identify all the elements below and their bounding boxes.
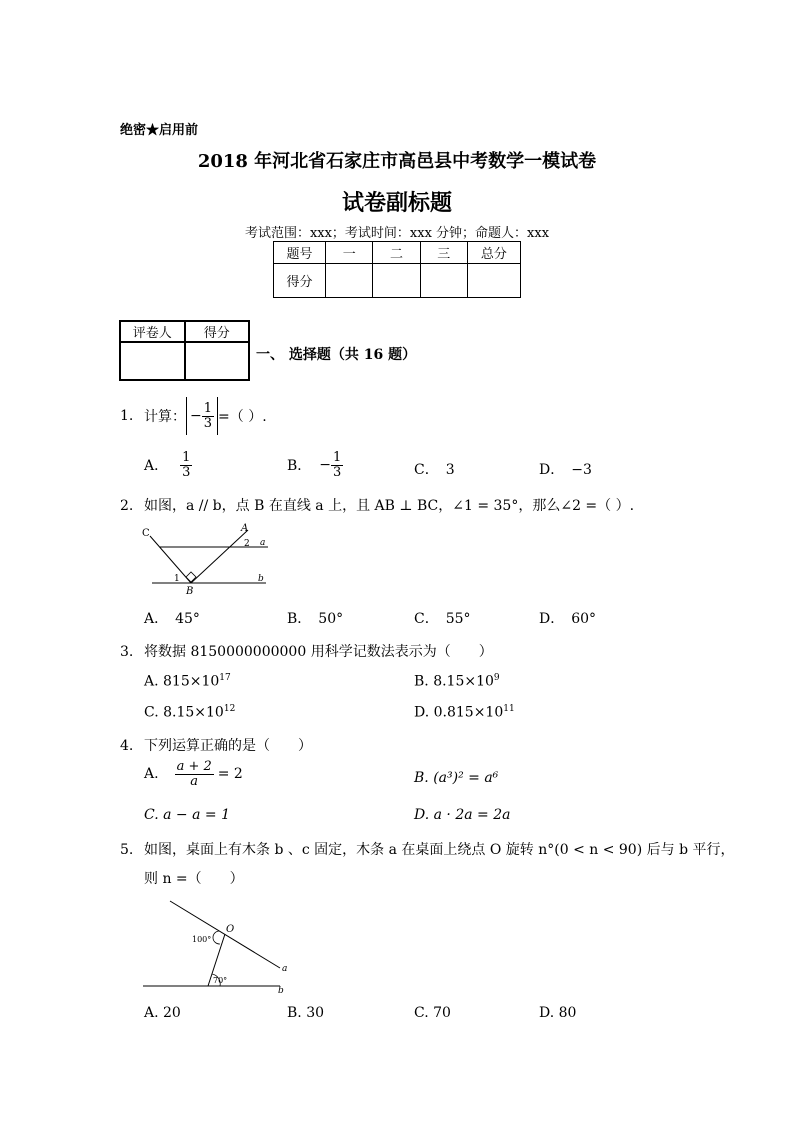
label-angle-70: 70° — [213, 976, 228, 985]
question-number: 2. — [120, 498, 134, 514]
label-c: C — [142, 528, 150, 539]
question-5-line2: 则 n =（ ） — [144, 871, 244, 887]
score-header: 题号 — [274, 242, 326, 264]
question-prefix: 计算： — [144, 409, 186, 425]
option-d[interactable]: D. 80 — [539, 1005, 577, 1021]
option-a[interactable] — [144, 760, 243, 788]
option-c[interactable]: C. a − a = 1 — [144, 807, 230, 823]
option-a[interactable]: A. 20 — [144, 1005, 181, 1021]
option-b[interactable]: B. (a³)² = a⁶ — [414, 770, 499, 786]
question-number: 3. — [120, 644, 134, 660]
parallel-lines-figure — [138, 522, 278, 598]
confidential-mark: 绝密★启用前 — [120, 123, 199, 138]
label-stick-b: b — [278, 986, 284, 996]
minus-sign: − — [319, 457, 332, 474]
question-text: 如图，a // b，点 B 在直线 a 上，且 AB ⊥ BC，∠1 = 35°，那么∠2 =（ ）. — [144, 498, 635, 514]
score-row-label: 得分 — [274, 264, 326, 298]
grader-cell[interactable] — [120, 342, 185, 380]
label-angle-1: 1 — [174, 574, 180, 584]
label-line-b: b — [258, 574, 264, 584]
fraction: $\frac{a + 2}{a}$ — [176, 759, 212, 789]
grader-header: 评卷人 — [120, 321, 185, 342]
option-label: B． — [287, 458, 312, 475]
equation-rhs: = 2 — [217, 766, 243, 783]
question-3 — [120, 641, 493, 661]
question-number: 5. — [120, 842, 134, 858]
score-table — [273, 241, 521, 298]
label-point-o: O — [226, 924, 235, 935]
fraction: $\frac{1}{3}$ — [203, 400, 213, 431]
score-header: 二 — [373, 242, 420, 264]
option-d[interactable]: D． −3 — [539, 462, 592, 478]
score-cell[interactable] — [420, 264, 467, 298]
grader-table — [119, 320, 250, 381]
question-text: 下列运算正确的是（ ） — [144, 738, 312, 754]
question-2 — [120, 495, 634, 515]
rotating-stick-figure — [140, 894, 300, 996]
option-b[interactable]: B． 50° — [287, 611, 344, 627]
label-angle-2: 2 — [244, 539, 250, 549]
option-c[interactable]: C. 70 — [414, 1005, 451, 1021]
option-d[interactable]: D． 60° — [539, 611, 597, 627]
label-a-point: A — [241, 523, 249, 534]
question-suffix: =（ ）. — [218, 409, 267, 425]
exam-info: 考试范围：xxx；考试时间：xxx 分钟；命题人：xxx — [244, 226, 550, 241]
label-line-a: a — [260, 538, 266, 548]
absolute-value: − $\frac{1}{3}$ — [186, 397, 218, 435]
option-a[interactable]: A. $815\times 10^{17}$ — [144, 673, 231, 690]
fraction: $\frac{1}{3}$ — [333, 450, 342, 480]
grader-header: 得分 — [185, 321, 250, 342]
grader-cell[interactable] — [185, 342, 250, 380]
label-b-point: B — [186, 586, 194, 597]
question-number: 4. — [120, 738, 134, 754]
score-header: 一 — [326, 242, 373, 264]
score-cell[interactable] — [326, 264, 373, 298]
score-header: 总分 — [467, 242, 520, 264]
option-a[interactable] — [144, 451, 192, 479]
option-b[interactable]: B. 30 — [287, 1005, 325, 1021]
option-b[interactable]: B. $8.15\times 10^9$ — [414, 673, 500, 690]
exam-title: 2018 年河北省石家庄市高邑县中考数学一模试卷 — [197, 151, 597, 172]
score-cell[interactable] — [467, 264, 520, 298]
question-4 — [120, 735, 312, 755]
question-text: 将数据 8150000000000 用科学记数法表示为（ ） — [144, 644, 493, 660]
fraction: $\frac{1}{3}$ — [182, 450, 191, 480]
section-title: 一、 选择题（共 16 题） — [256, 347, 417, 363]
question-number: 1. — [120, 408, 134, 424]
option-c[interactable]: C. $8.15\times 10^{12}$ — [144, 704, 236, 721]
score-header: 三 — [420, 242, 467, 264]
option-d[interactable]: D. $0.815\times 10^{11}$ — [414, 704, 515, 721]
question-5 — [120, 839, 734, 859]
score-cell[interactable] — [373, 264, 420, 298]
option-label: A. — [144, 766, 159, 783]
label-angle-100: 100° — [192, 935, 212, 944]
option-d[interactable]: D. a · 2a = 2a — [414, 807, 511, 823]
question-text: 如图，桌面上有木条 b 、c 固定，木条 a 在桌面上绕点 O 旋转 n°(0 < n < 90) 后与 b 平行， — [144, 842, 735, 858]
option-c[interactable]: C． 55° — [414, 611, 471, 627]
option-label: A． — [144, 458, 169, 475]
option-c[interactable]: C． 3 — [414, 462, 455, 478]
question-1 — [120, 397, 267, 435]
option-b[interactable] — [287, 451, 343, 479]
option-a[interactable]: A． 45° — [144, 611, 200, 627]
label-stick-a: a — [282, 964, 288, 974]
exam-subtitle: 试卷副标题 — [341, 190, 452, 216]
